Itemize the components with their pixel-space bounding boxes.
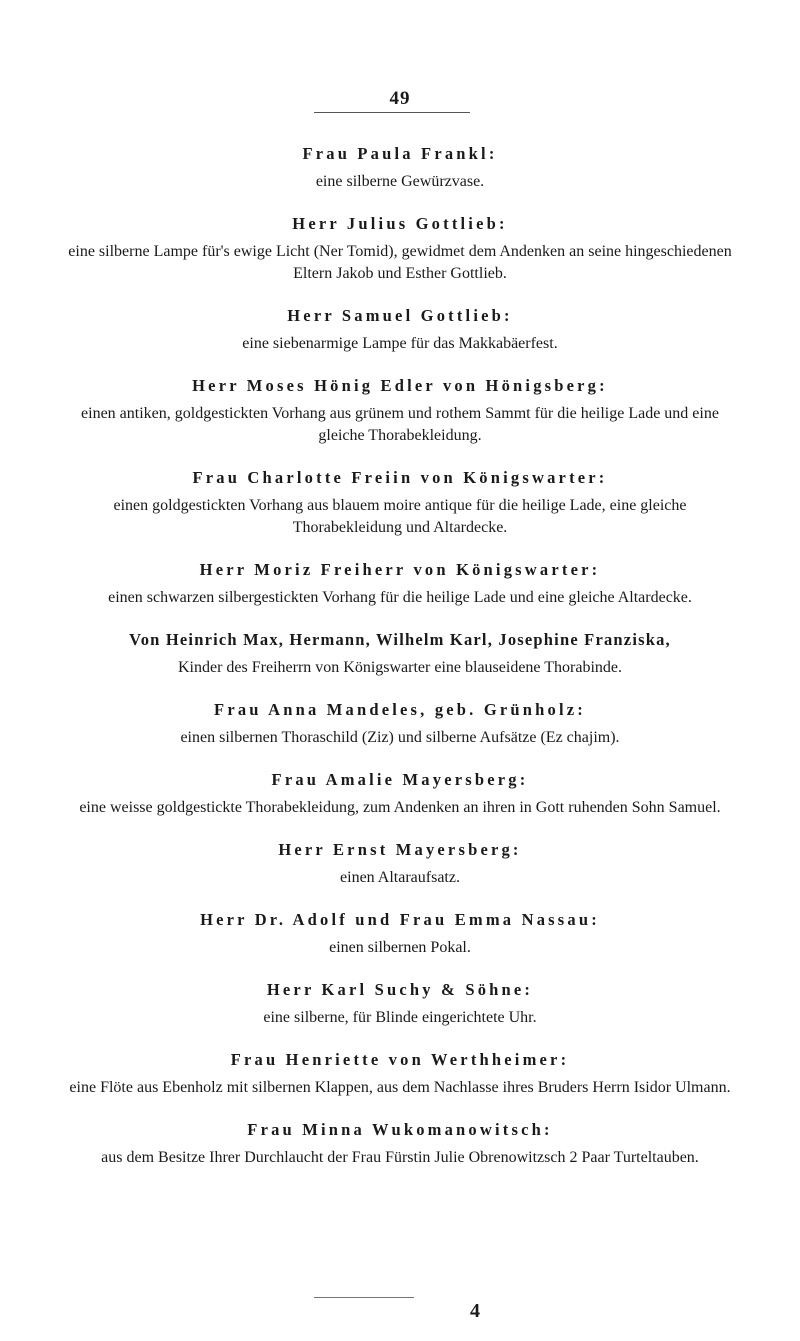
list-item — [62, 143, 738, 193]
gift-description: eine siebenarmige Lampe für das Makkabäerfest. — [242, 335, 558, 352]
gift-description: eine silberne Lampe für's ewige Licht (Ner Tomid), gewidmet dem Andenken an seine hingeschiedenen Eltern Jakob und Esther Gottlieb. — [68, 243, 732, 282]
list-item — [62, 559, 738, 609]
gift-description: eine silberne Gewürzvase. — [315, 173, 485, 190]
list-item — [62, 1119, 738, 1169]
donor-name: Herr Karl Suchy & Söhne: — [266, 980, 534, 999]
gift-description: einen silbernen Thoraschild (Ziz) und silberne Aufsätze (Ez chajim). — [180, 729, 620, 746]
donor-name: Frau Charlotte Freiin von Königswarter: — [192, 468, 608, 487]
donor-name: Herr Moses Hönig Edler von Hönigsberg: — [192, 376, 608, 395]
list-item — [62, 909, 738, 959]
list-item — [62, 1049, 738, 1099]
donor-name: Herr Julius Gottlieb: — [292, 214, 508, 233]
gift-description: eine silberne, für Blinde eingerichtete Uhr. — [263, 1009, 537, 1026]
footer-rule — [314, 1297, 414, 1298]
donor-name: Frau Amalie Mayersberg: — [271, 770, 529, 789]
list-item — [62, 305, 738, 355]
gift-description: einen Altaraufsatz. — [340, 869, 460, 886]
list-item — [62, 839, 738, 889]
page-number: 49 — [389, 88, 411, 109]
donor-list — [62, 143, 738, 1189]
donor-name: Herr Dr. Adolf und Frau Emma Nassau: — [200, 910, 600, 929]
list-item — [62, 629, 738, 679]
list-item — [62, 699, 738, 749]
donor-name: Frau Henriette von Werthheimer: — [230, 1050, 570, 1069]
gift-description: eine weisse goldgestickte Thorabekleidung, zum Andenken an ihren in Gott ruhenden Sohn Samuel. — [79, 799, 721, 816]
donor-name: Frau Minna Wukomanowitsch: — [247, 1120, 553, 1139]
donor-name: Frau Paula Frankl: — [302, 144, 498, 163]
donor-name: Herr Moriz Freiherr von Königswarter: — [199, 560, 601, 579]
donor-name: Frau Anna Mandeles, geb. Grünholz: — [214, 700, 586, 719]
gift-description: einen silbernen Pokal. — [329, 939, 471, 956]
donor-name: Herr Samuel Gottlieb: — [287, 306, 513, 325]
gift-description: einen schwarzen silbergestickten Vorhang für die heilige Lade und eine gleiche Altardecke. — [108, 589, 692, 606]
list-item — [62, 979, 738, 1029]
list-item — [62, 769, 738, 819]
gift-description: Kinder des Freiherrn von Königswarter eine blauseidene Thorabinde. — [177, 659, 622, 676]
gift-description: einen goldgestickten Vorhang aus blauem moire antique für die heilige Lade, eine gleiche Thorabekleidung und Altardecke. — [113, 497, 687, 536]
gift-description: eine Flöte aus Ebenholz mit silbernen Klappen, aus dem Nachlasse ihres Bruders Herrn Isidor Ulmann. — [69, 1079, 731, 1096]
gift-description: aus dem Besitze Ihrer Durchlaucht der Frau Fürstin Julie Obrenowitzsch 2 Paar Turteltauben. — [101, 1149, 699, 1166]
list-item — [62, 375, 738, 447]
list-item — [62, 213, 738, 285]
list-item — [62, 467, 738, 539]
gift-description: einen antiken, goldgestickten Vorhang aus grünem und rothem Sammt für die heilige Lade und eine gleiche Thorabekleidung. — [81, 405, 719, 444]
donor-name: Von Heinrich Max, Hermann, Wilhelm Karl, Josephine Franziska, — [129, 630, 671, 649]
donor-name: Herr Ernst Mayersberg: — [278, 840, 522, 859]
page-number-rule — [314, 112, 470, 113]
signature-mark: 4 — [470, 1300, 480, 1322]
